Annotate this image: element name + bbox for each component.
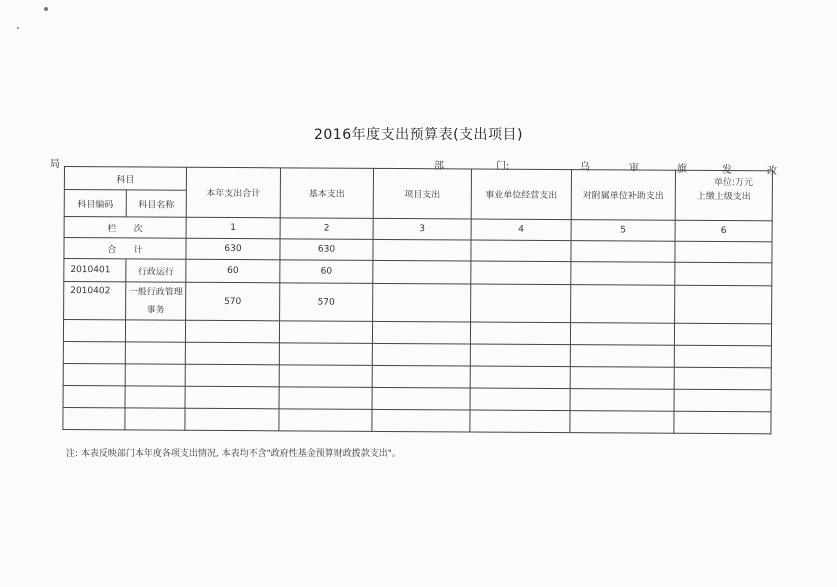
budget-table <box>62 166 773 434</box>
heji-total: 630 <box>186 238 280 260</box>
business-header: 事业单位经营支出 <box>471 169 571 220</box>
department-label-men: 门: <box>496 161 510 172</box>
row-name: 一般行政管理事务 <box>126 282 186 320</box>
heji-label-a: 合 <box>107 244 117 255</box>
org-char: 发 <box>722 165 732 176</box>
row-basic: 570 <box>280 283 373 322</box>
org-char: 改 <box>767 166 777 177</box>
basic-header: 基本支出 <box>280 168 373 219</box>
lanci-label-b: 次 <box>133 223 143 234</box>
project-header: 项目支出 <box>373 168 471 219</box>
empty-row <box>63 407 771 433</box>
row-total: 570 <box>186 282 280 321</box>
unit-label: 单位:万元 <box>714 178 754 188</box>
org-char: 旗 <box>677 164 687 175</box>
scan-speck <box>44 7 48 11</box>
department-label-bu: 部 <box>434 161 444 172</box>
heji-label-b: 计 <box>133 244 143 255</box>
row-basic: 60 <box>280 260 373 284</box>
lanci-value: 1 <box>186 217 280 239</box>
lanci-value: 6 <box>675 220 772 242</box>
subsidy-header: 对附属单位补助支出 <box>571 170 675 221</box>
lanci-label <box>64 217 186 239</box>
kemu-header: 科目 <box>64 167 186 191</box>
heji-basic: 630 <box>280 239 373 261</box>
total-header: 本年支出合计 <box>186 167 280 218</box>
upper-header: 上缴上级支出 <box>675 170 772 221</box>
footnote: 注: 本表反映部门本年度各项支出情况, 本表均不含"政府性基金预算财政拨款支出"。 <box>66 449 401 459</box>
lanci-value: 5 <box>571 220 675 242</box>
org-char: 审 <box>629 163 639 174</box>
row-total: 60 <box>186 259 280 283</box>
page-title: 2016年度支出预算表(支出项目) <box>313 127 524 143</box>
table-row <box>64 282 772 324</box>
scan-speck <box>17 27 19 29</box>
lanci-value: 3 <box>373 218 471 240</box>
bureau-label: 局 <box>50 159 60 170</box>
org-char: 乌 <box>580 162 590 173</box>
lanci-label-a: 栏 <box>107 223 117 234</box>
name-header: 科目名称 <box>126 190 186 217</box>
row-code: 2010401 <box>64 259 126 282</box>
lanci-value: 2 <box>280 218 373 240</box>
row-name: 行政运行 <box>126 259 186 282</box>
lanci-value: 4 <box>471 219 571 241</box>
code-header: 科目编码 <box>64 190 126 217</box>
heji-label <box>64 238 186 260</box>
row-code: 2010402 <box>64 282 126 320</box>
